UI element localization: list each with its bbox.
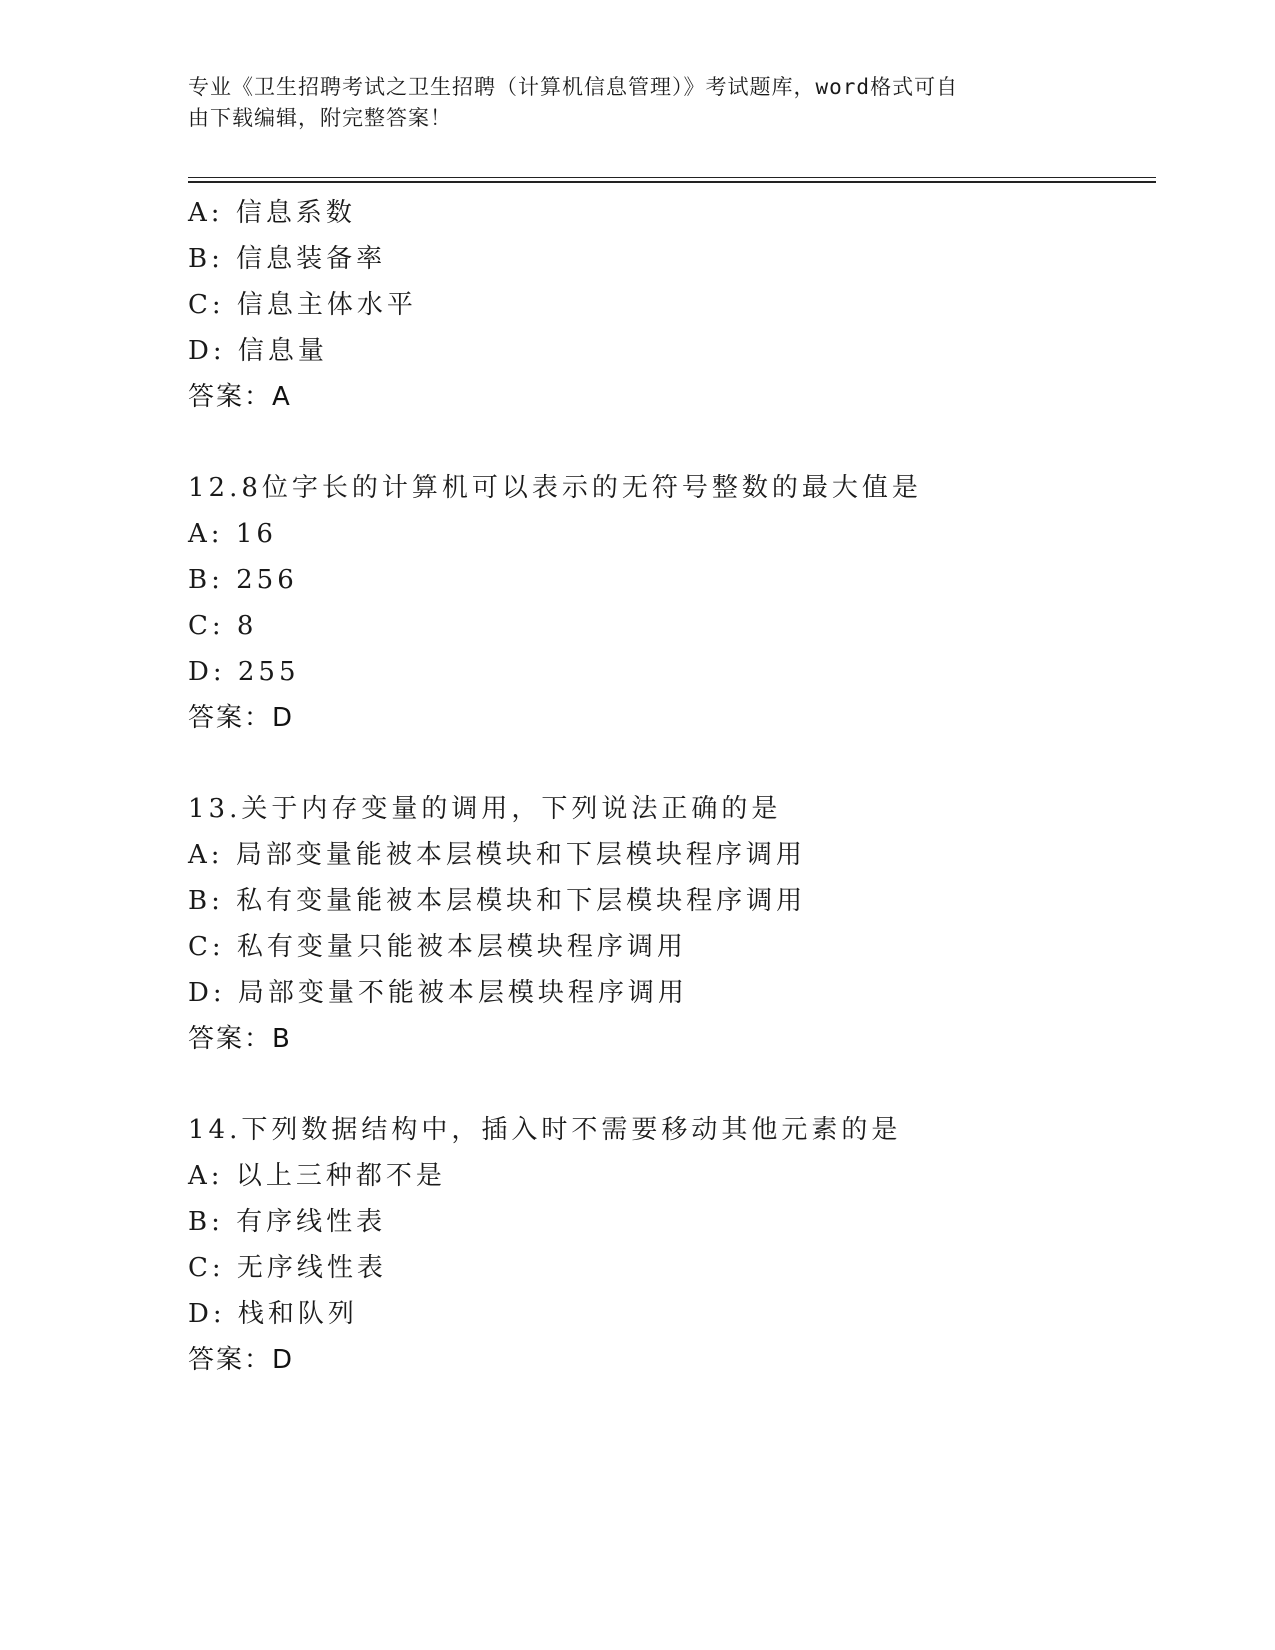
option-text: 私有变量能被本层模块和下层模块程序调用 xyxy=(236,886,807,916)
option-prefix: D: xyxy=(188,336,226,366)
option-b xyxy=(188,1199,1148,1245)
option-prefix: B: xyxy=(188,886,224,916)
question-block-13 xyxy=(188,786,1148,1062)
option-text: 256 xyxy=(236,565,298,595)
option-d xyxy=(188,328,1148,374)
question-text: 14.下列数据结构中，插入时不需要移动其他元素的是 xyxy=(188,1115,902,1145)
header-divider-thick xyxy=(188,181,1156,183)
option-text: 有序线性表 xyxy=(236,1207,387,1237)
option-c xyxy=(188,282,1148,328)
header-divider-thin xyxy=(188,177,1156,178)
question-list xyxy=(188,190,1148,1383)
header-line-1: 专业《卫生招聘考试之卫生招聘（计算机信息管理）》考试题库，word格式可自 xyxy=(188,75,959,99)
question-block-14 xyxy=(188,1107,1148,1383)
document-header xyxy=(188,72,1068,134)
option-prefix: C: xyxy=(188,290,225,320)
option-prefix: A: xyxy=(188,1161,224,1191)
option-prefix: B: xyxy=(188,244,224,274)
option-c xyxy=(188,924,1148,970)
option-prefix: A: xyxy=(188,519,224,549)
option-b xyxy=(188,878,1148,924)
option-prefix: B: xyxy=(188,565,224,595)
option-prefix: A: xyxy=(188,840,224,870)
spacer xyxy=(188,741,1148,786)
option-text: 信息系数 xyxy=(235,198,356,228)
question-block-11 xyxy=(188,190,1148,420)
answer-line: 答案：D xyxy=(188,1345,295,1375)
option-a xyxy=(188,511,1148,557)
option-c xyxy=(188,1245,1148,1291)
option-prefix: B: xyxy=(188,1207,224,1237)
option-prefix: D: xyxy=(188,657,226,687)
option-d xyxy=(188,970,1148,1016)
spacer xyxy=(188,1062,1148,1107)
option-prefix: D: xyxy=(188,1299,226,1329)
answer-line: 答案：D xyxy=(188,703,295,733)
option-d xyxy=(188,1291,1148,1337)
option-text: 局部变量能被本层模块和下层模块程序调用 xyxy=(235,840,806,870)
option-text: 以上三种都不是 xyxy=(235,1161,446,1191)
option-text: 16 xyxy=(235,519,277,549)
option-a xyxy=(188,832,1148,878)
option-text: 信息量 xyxy=(237,336,328,366)
option-text: 栈和队列 xyxy=(237,1299,358,1329)
question-text: 13.关于内存变量的调用，下列说法正确的是 xyxy=(188,794,782,824)
spacer xyxy=(188,420,1148,465)
option-prefix: C: xyxy=(188,611,225,641)
option-d xyxy=(188,649,1148,695)
option-prefix: A: xyxy=(188,198,224,228)
answer-line: 答案：B xyxy=(188,1024,292,1054)
question-text: 12.8位字长的计算机可以表示的无符号整数的最大值是 xyxy=(188,473,922,503)
option-text: 私有变量只能被本层模块程序调用 xyxy=(236,932,687,962)
option-b xyxy=(188,557,1148,603)
option-prefix: C: xyxy=(188,1253,225,1283)
option-text: 255 xyxy=(237,657,300,687)
option-text: 8 xyxy=(236,611,258,641)
option-b xyxy=(188,236,1148,282)
question-block-12 xyxy=(188,465,1148,741)
option-text: 无序线性表 xyxy=(236,1253,387,1283)
option-text: 信息主体水平 xyxy=(236,290,417,320)
option-a xyxy=(188,190,1148,236)
option-a xyxy=(188,1153,1148,1199)
option-prefix: C: xyxy=(188,932,225,962)
header-line-2: 由下载编辑，附完整答案！ xyxy=(188,106,452,130)
option-text: 局部变量不能被本层模块程序调用 xyxy=(237,978,688,1008)
option-c xyxy=(188,603,1148,649)
option-text: 信息装备率 xyxy=(236,244,387,274)
answer-line: 答案：A xyxy=(188,382,292,412)
option-prefix: D: xyxy=(188,978,226,1008)
